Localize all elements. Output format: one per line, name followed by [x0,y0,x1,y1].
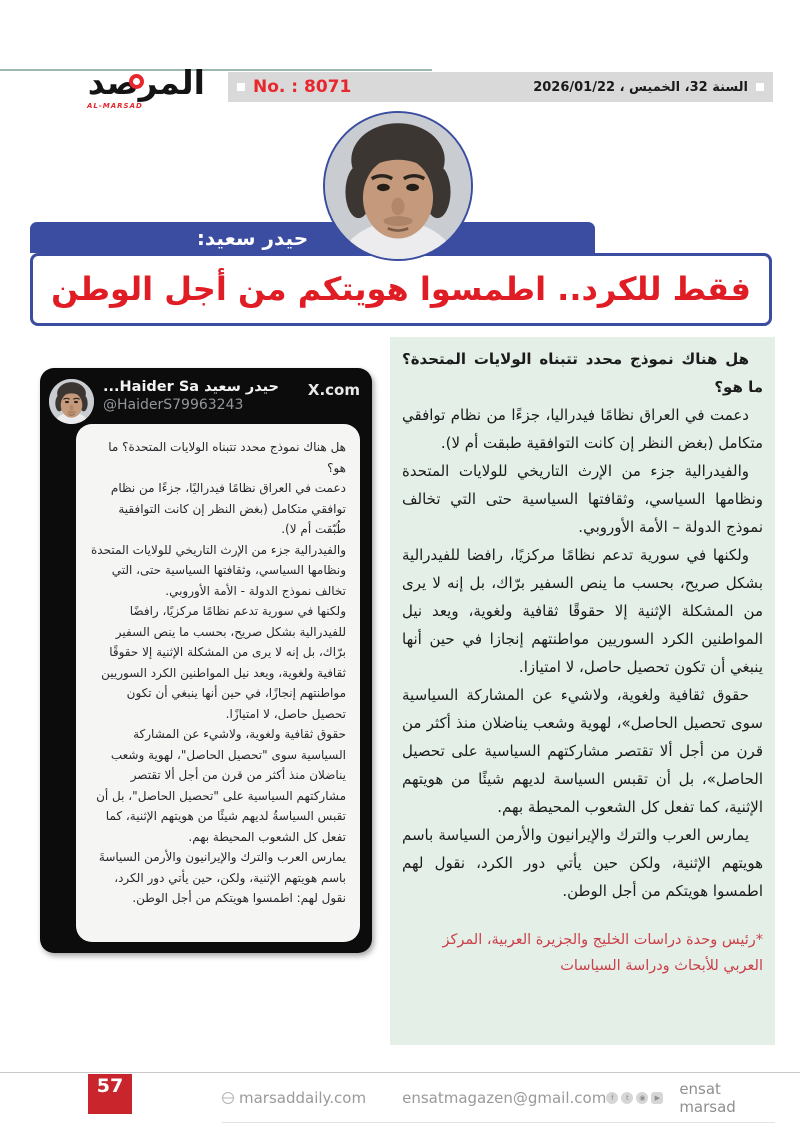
author-photo [323,111,473,261]
youtube-icon[interactable]: ▶ [651,1092,663,1104]
tweet-display-name: حيدر سعيد Haider Sa... [103,379,279,395]
issue-date-group [533,80,764,95]
x-logo-site-label: X.com [307,381,360,399]
facebook-icon[interactable]: f [606,1092,618,1104]
issue-info-bar [228,72,773,102]
tweet-paragraph: يمارس العرب والترك والإيرانيون والأرمن السياسةَ باسم هويتهم الإثنية، ولكن، حين يأتي دور الكرد، نقول لهم: اطمسوا هويتكم من أجل الوطن. [98,850,346,905]
tweet-header [40,368,372,424]
globe-icon [222,1092,234,1104]
article-paragraph: يمارس العرب والترك والإيرانيون والأرمن السياسة باسم هويتهم الإثنية، ولكن حين يأتي دور الكرد، نقول لهم اطمسوا هويتكم من أجل الوطن. [402,826,763,900]
tweet-paragraph: والفيدرالية جزء من الإرث التاريخي للولايات المتحدة ونظامها السياسي، وثقافتها السياسية حتى، التي تخالف نموذج الدولة - الأمة الأوروبي. [90,542,346,598]
headline-box [30,253,772,326]
magazine-logo [85,63,205,114]
footer-bar [222,1080,775,1123]
tweet-handle: @HaiderS79963243 [103,397,244,413]
footer-brand: ensat marsad [679,1080,736,1116]
marker-square-icon [756,83,764,91]
tweet-paragraph: دعمت في العراق نظامًا فيدراليًا، جزءًا من نظام توافقي متكامل (بغض النظر إن كانت التوافقية طُبّقت أم لا). [110,481,346,536]
headline-title: فقط للكرد.. اطمسوا هويتكم من أجل الوطن [51,269,751,308]
article-lead-question: هل هناك نموذج محدد تتبناه الولايات المتحدة؟ ما هو؟ [402,350,763,396]
logo-arabic-text: المرصد [87,63,205,102]
logo-latin-text: AL-MARSAD [87,102,143,110]
social-icons-group [606,1092,663,1104]
x-post-card [40,368,372,953]
article-paragraph: والفيدرالية جزء من الإرث التاريخي للولايات المتحدة ونظامها السياسي، وثقافتها السياسية حتى التي تخالف نموذج الدولة – الأمة الأوروبي. [402,462,763,536]
instagram-icon[interactable]: ◉ [636,1092,648,1104]
tweet-avatar [49,379,94,424]
footer-divider [0,1072,800,1073]
tweet-paragraph: هل هناك نموذج محدد تتبناه الولايات المتحدة؟ ما هو؟ [108,440,346,475]
issue-number: No. : 8071 [253,77,352,97]
tweet-text-bubble [76,424,360,942]
tweet-paragraph: ولكنها في سورية تدعم نظامًا مركزيًا، رافضًا للفيدرالية بشكل صريح، بحسب ما ينص السفير برّاك، بل إنه لا يرى من المشكلة الإثنية إلا حقوقًا ثقافية ولغوية، ويعد نيل المواطنين الكرد السوريين مواطنتهم إنجازًا، في حين أنها ينبغي أن تكون تحصيل حاصل، لا امتيازًا. [101,604,346,721]
tweet-identity [103,379,279,413]
page-number: 57 [96,1075,124,1097]
marker-square-icon [237,83,245,91]
article-column [390,337,775,1045]
article-paragraph: ولكنها في سورية تدعم نظامًا مركزيًا، رافضا للفيدرالية بشكل صريح، بحسب ما ينص السفير برّاك، بل إنه لا يرى من المشكلة الإثنية إلا حقوقًا ثقافية ولغوية، ويعد نيل المواطنين الكرد السوريين مواطنتهم إنجازا في حين أنها ينبغي أن تكون تحصيل حاصل، لا امتيازا. [402,546,763,676]
website-link[interactable]: marsaddaily.com [239,1089,367,1107]
email-link[interactable]: ensatmagazen@gmail.com [402,1089,607,1107]
author-name: حيدر سعيد: [196,225,309,250]
author-name-bar [30,222,595,253]
page-number-badge [88,1074,132,1114]
twitter-icon[interactable]: t [621,1092,633,1104]
issue-date: السنة 32، الخميس ، 2026/01/22 [533,79,748,95]
logo-ring-decoration [129,74,144,89]
tweet-avatar-illustration [49,379,94,424]
issue-number-group [237,77,351,97]
top-divider [0,69,432,71]
tweet-paragraph: حقوق ثقافية ولغوية، ولاشيء عن المشاركة السياسية سوى "تحصيل الحاصل"، لهوية وشعب يناضلان منذ أكثر من قرن من أجل ألا تقتصر مشاركتهم السياسية على "تحصيل الحاصل"، بل أن تقبس السياسةُ لديهم شيئًا من هويتهم الإثنية، كما تفعل كل الشعوب المحيطة بهم. [96,727,346,844]
article-footnote: *رئيس وحدة دراسات الخليج والجزيرة العربية، المركز العربي للأبحاث ودراسة السياسات [442,932,763,974]
article-paragraph: حقوق ثقافية ولغوية، ولاشيء عن المشاركة السياسية سوى تحصيل الحاصل»، لهوية وشعب يناضلان منذ أكثر من قرن من أجل ألا تقتصر مشاركتهم السياسية على تحصيل الحاصل»، بل أن تقبس السياسة لديهم شيئًا من هويتهم الإثنية، كما تفعل كل الشعوب المحيطة بهم. [402,686,763,816]
author-portrait-illustration [325,113,471,259]
article-paragraph: دعمت في العراق نظامًا فيدراليا، جزءًا من نظام توافقي متكامل (بغض النظر إن كانت التوافقية طبقت أم لا). [402,406,763,452]
